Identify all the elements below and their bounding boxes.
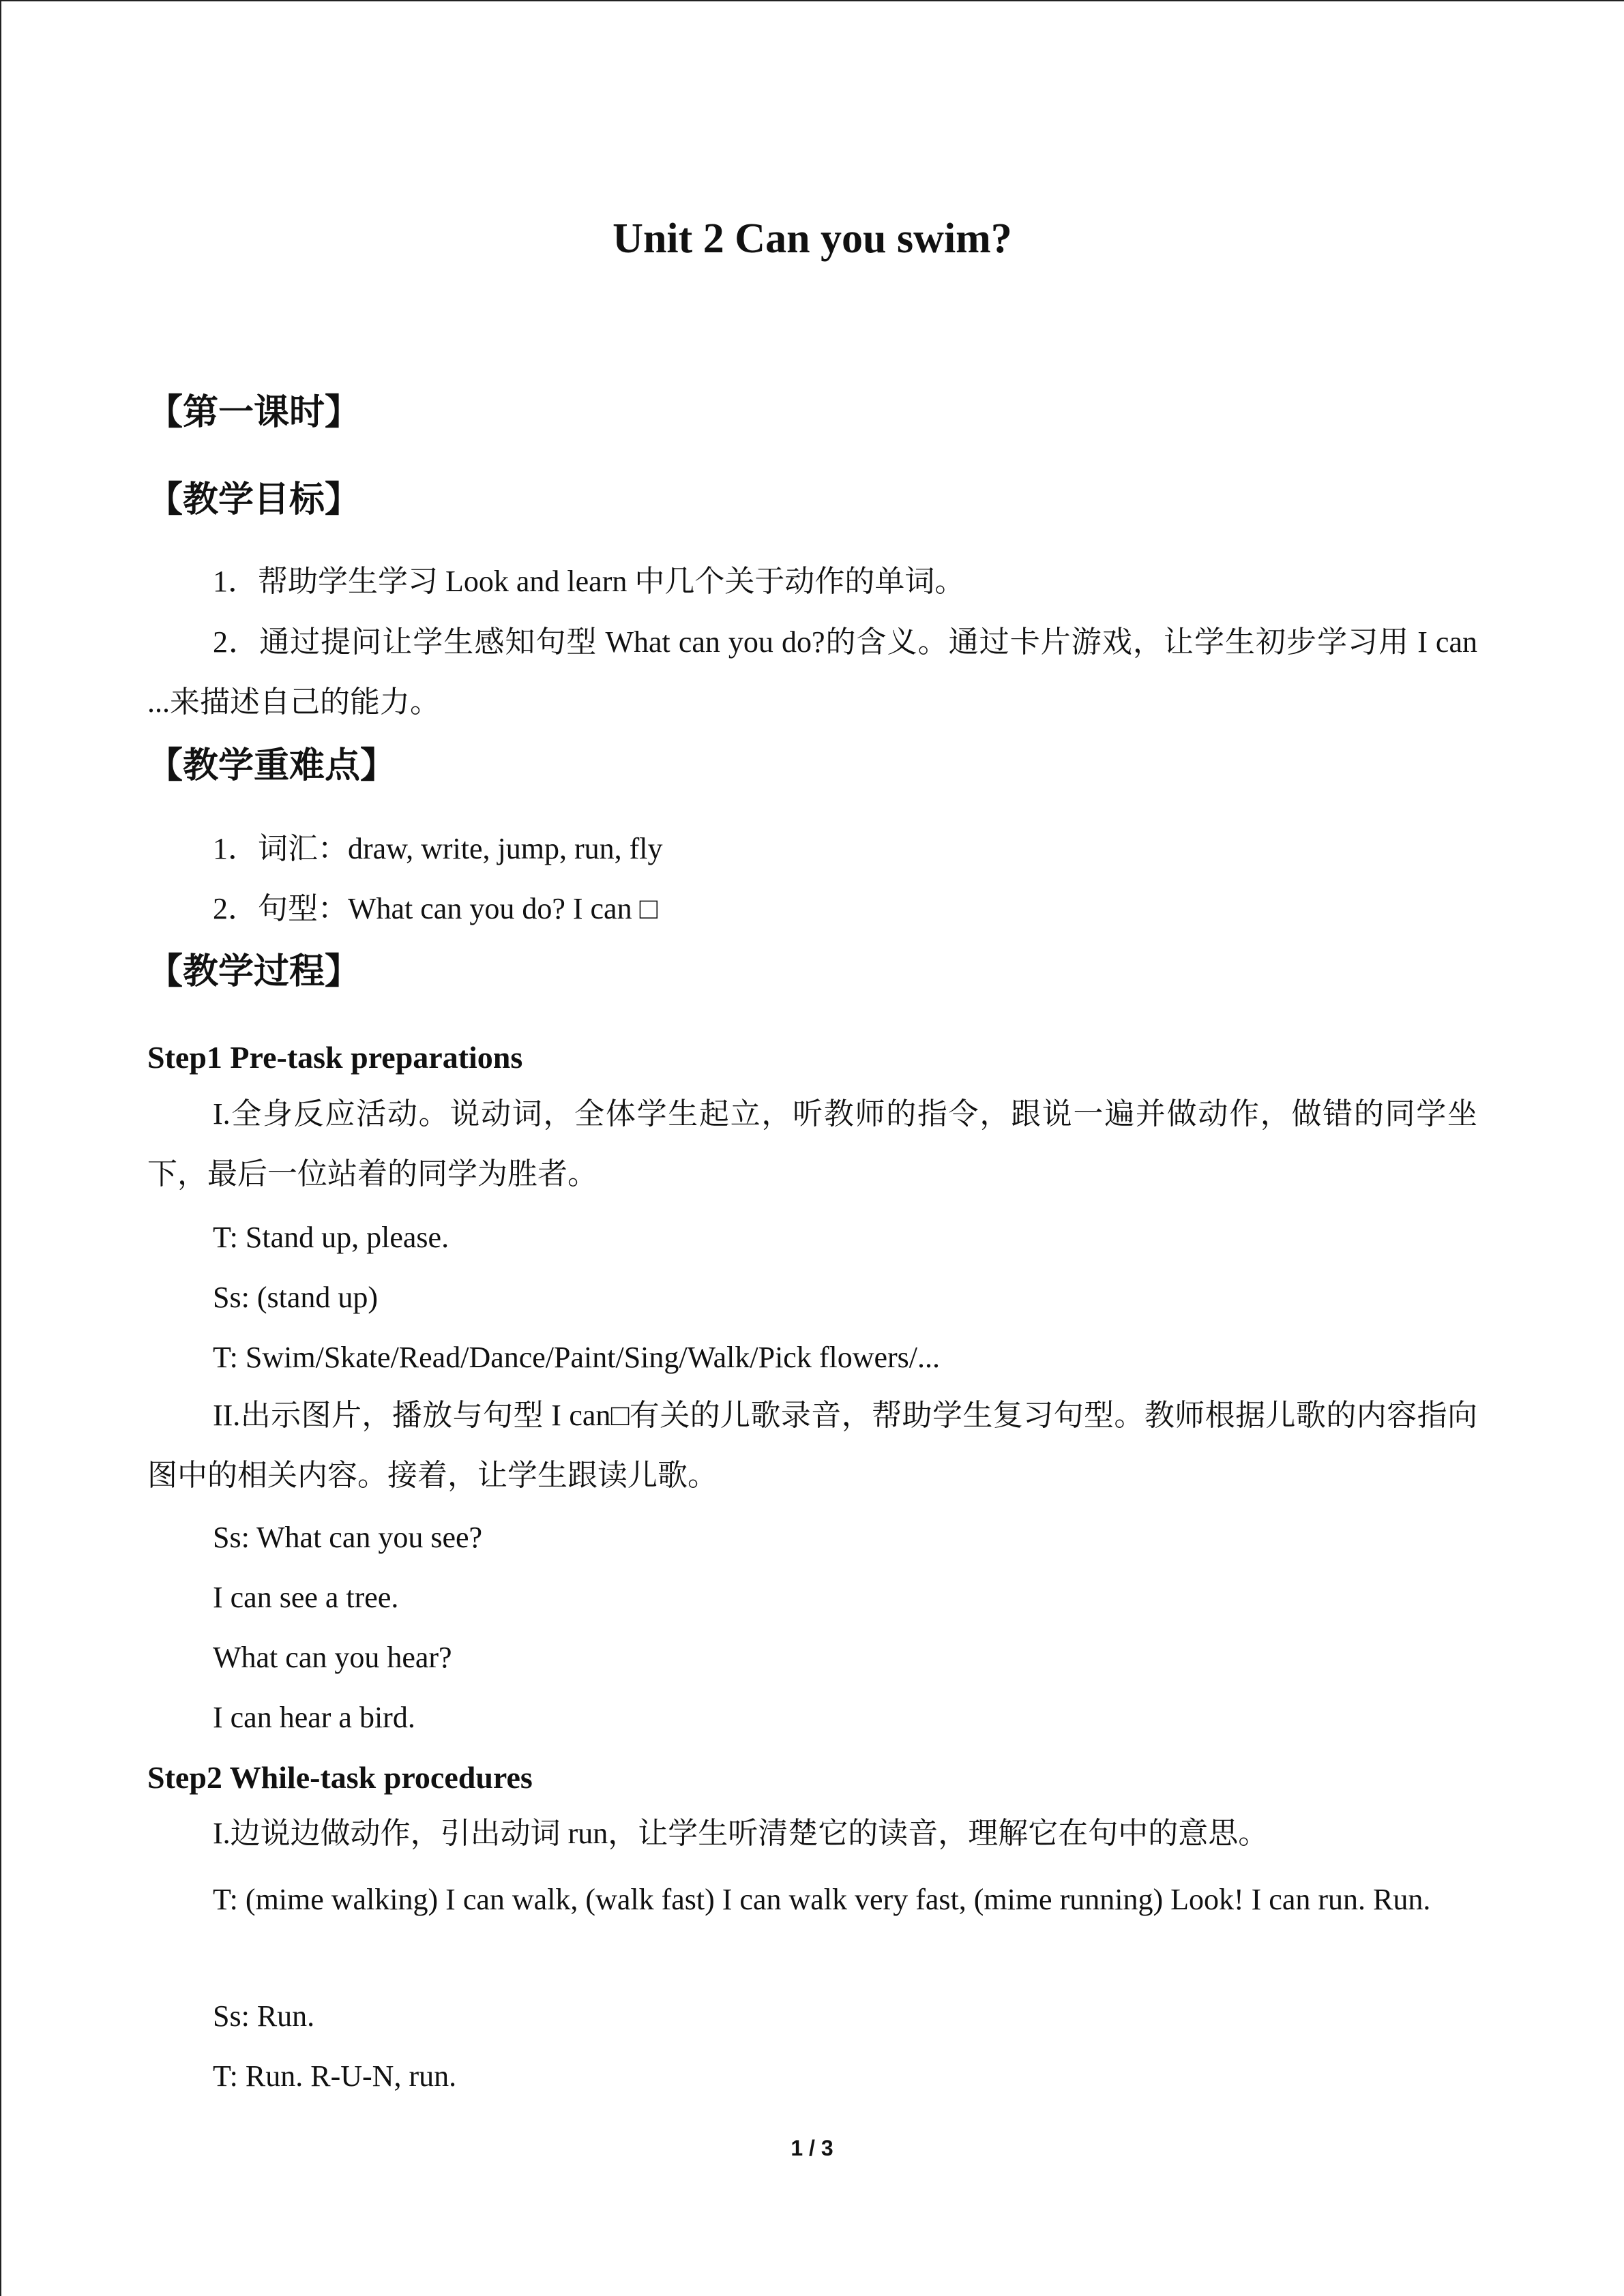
key-point-2: 2．句型：What can you do? I can □ [213,892,658,925]
rhyme-line: I can hear a bird. [213,1701,415,1734]
step1-title: Step1 Pre-task preparations [147,1040,523,1075]
step1-dialog-line: Ss: (stand up) [213,1281,378,1314]
rhyme-line: What can you hear? [213,1641,452,1674]
objective-1: 1．帮助学生学习 Look and learn 中几个关于动作的单词。 [213,565,965,598]
key-point-1: 1．词汇：draw, write, jump, run, fly [213,832,663,865]
objective-2: 2．通过提问让学生感知句型 What can you do?的含义。通过卡片游戏，让学生初步学习用 I can ...来描述自己的能力。 [147,625,1477,719]
page-number: 1 / 3 [791,2136,833,2160]
step1-activity-1: I.全身反应活动。说动词，全体学生起立，听教师的指令，跟说一遍并做动作，做错的同学坐下，最后一位站着的同学为胜者。 [147,1097,1477,1191]
step1-activity-2: II.出示图片，播放与句型 I can□有关的儿歌录音，帮助学生复习句型。教师根据儿歌的内容指向图中的相关内容。接着，让学生跟读儿歌。 [147,1399,1477,1492]
heading-key-points: 【教学重难点】 [147,745,396,786]
step2-dialog-line: T: Run. R-U-N, run. [213,2059,457,2093]
rhyme-line: Ss: What can you see? [213,1521,483,1554]
document-title: Unit 2 Can you swim? [612,215,1012,262]
rhyme-line: I can see a tree. [213,1581,399,1614]
step2-title: Step2 While-task procedures [147,1760,533,1795]
step1-dialog-line: T: Swim/Skate/Read/Dance/Paint/Sing/Walk/Pick flowers/... [213,1341,941,1374]
heading-objectives: 【教学目标】 [147,479,361,520]
heading-lesson: 【第一课时】 [147,392,361,433]
heading-process: 【教学过程】 [147,951,361,992]
step2-activity-1: I.边说边做动作，引出动词 run，让学生听清楚它的读音，理解它在句中的意思。 [213,1817,1269,1850]
step2-mime: T: (mime walking) I can walk, (walk fast) I can walk very fast, (mime running) Look! I can run. Run. [213,1883,1431,1916]
step2-dialog-line: Ss: Run. [213,1999,315,2033]
step1-dialog-line: T: Stand up, please. [213,1221,449,1254]
